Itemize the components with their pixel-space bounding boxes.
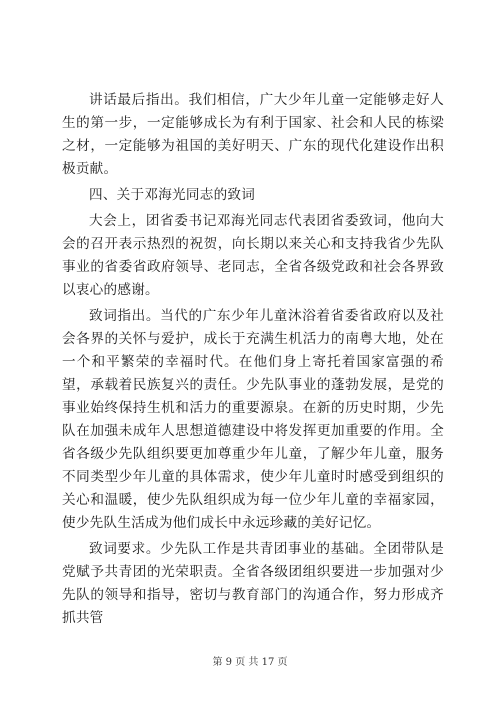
- document-body: [62, 89, 444, 630]
- page-number-footer: 第 9 页 共 17 页: [212, 657, 288, 668]
- paragraph-congratulations: 大会上，团省委书记邓海光同志代表团省委致词，他向大会的召开表示热烈的祝贺，向长期以来关心和支持我省少先队事业的省委省政府领导、老同志，全省各级党政和社会各界致以衷心的感谢。: [62, 213, 444, 298]
- paragraph-speech-requirements: 致词要求。少先队工作是共青团事业的基础。全团带队是党赋予共青团的光荣职责。全省各级团组织要进一步加强对少先队的领导和指导，密切与教育部门的沟通合作，努力形成齐抓共管: [62, 541, 444, 626]
- section-heading: 四、关于邓海光同志的致词: [89, 187, 256, 203]
- paragraph-closing-remarks: 讲话最后指出。我们相信，广大少年儿童一定能够走好人生的第一步，一定能够成长为有利于国家、社会和人民的栋梁之材，一定能够为祖国的美好明天、广东的现代化建设作出积极贡献。: [62, 92, 444, 177]
- paragraph-speech-points: 致词指出。当代的广东少年儿童沐浴着省委省政府以及社会各界的关怀与爱护，成长于充满生机活力的南粤大地，处在一个和平繁荣的幸福时代。在他们身上寄托着国家富强的希望，承载着民族复兴的责任。少先队事业的蓬勃发展，是党的事业始终保持生机和活力的重要源泉。在新的历史时期，少先队在加强未成年人思想道德建设中将发挥更加重要的作用。全省各级少先队组织要更加尊重少年儿童，了解少年儿童，服务不同类型少年儿童的具体需求，使少年儿童时时感受到组织的关心和温暖，使少先队组织成为每一位少年儿童的幸福家园，使少先队生活成为他们成长中永远珍藏的美好记忆。: [62, 308, 444, 531]
